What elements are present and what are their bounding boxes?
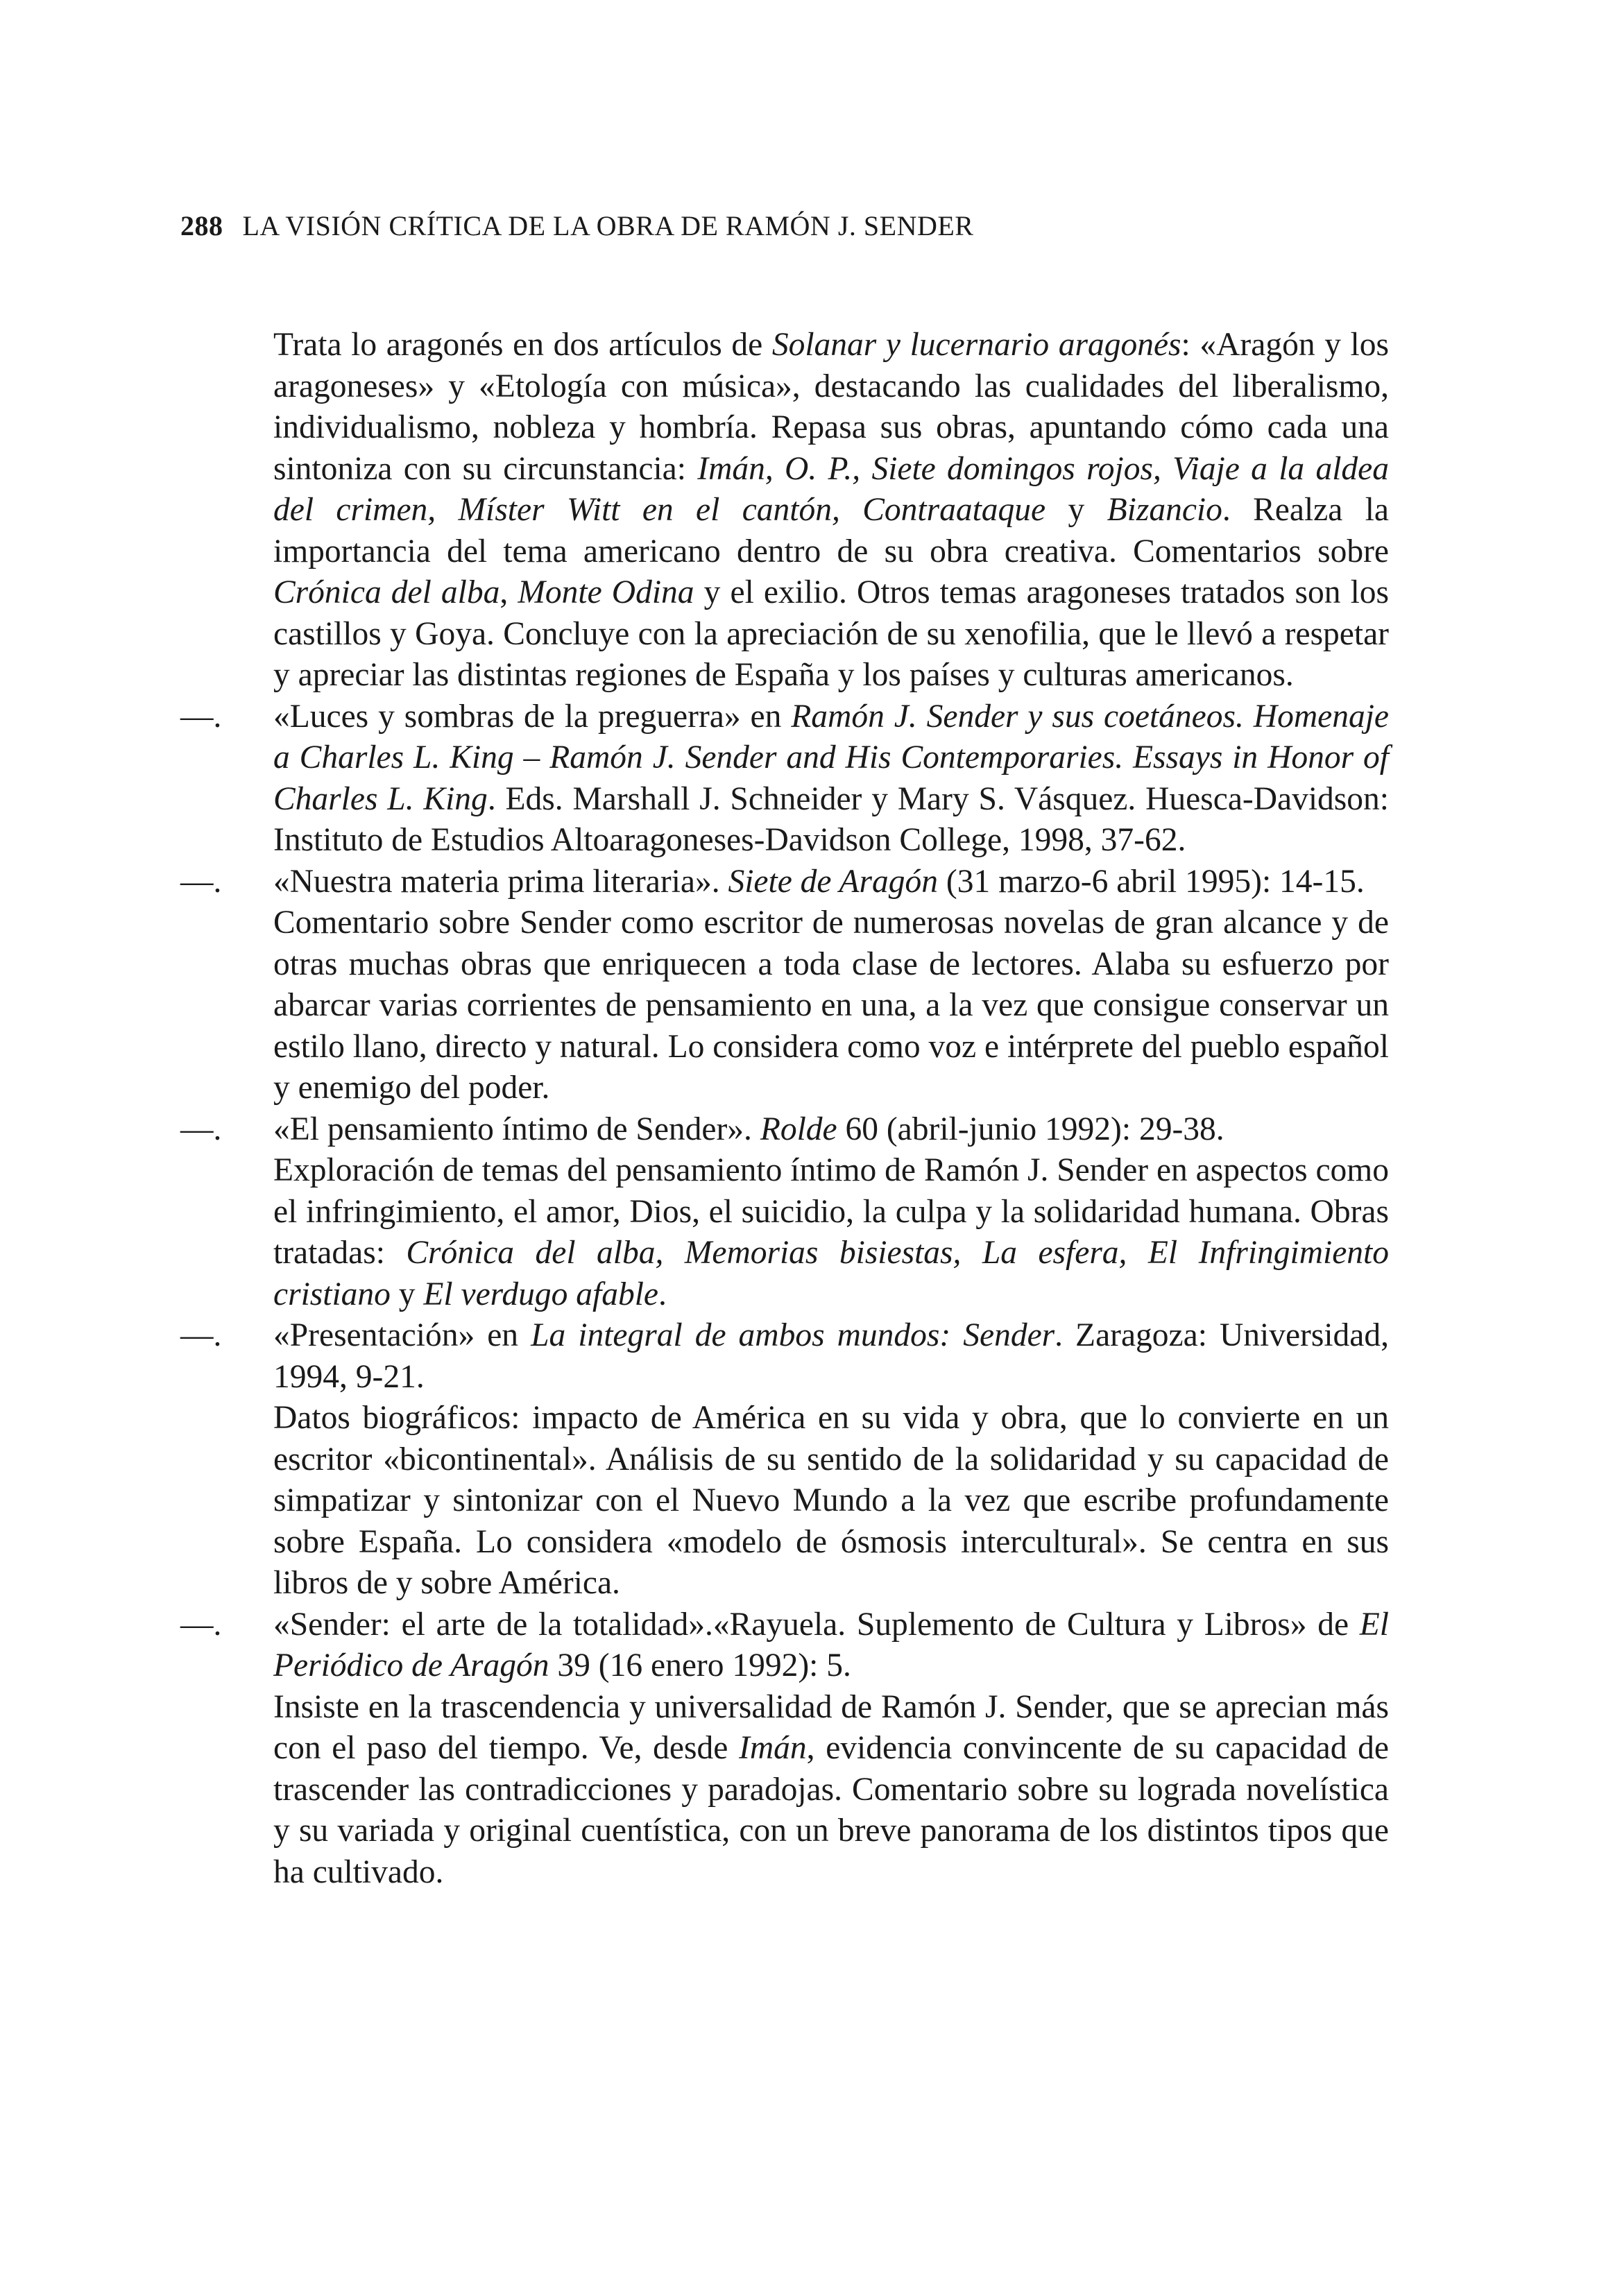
entry-dash: —. [180,1317,222,1353]
text-run: : «Aragón y los aragoneses» y «Etología con música», destacando las cualidades del liberalismo, individualismo, nobleza y hombría. Repasa sus obras, apuntando cómo cada una sintoniza con su circunstancia: [273,327,1389,487]
entry-dash: —. [180,1111,222,1147]
annotation-paragraph [180,1150,1389,1315]
title-italic: El verdugo afable [423,1276,658,1312]
text-run: (31 marzo-6 abril 1995): 14-15. [938,863,1365,900]
bibliography-entry [180,696,1389,862]
text-run: y el exilio. Otros temas aragoneses tratados son los castillos y Goya. Concluye con la apreciación de su xenofilia, que le llevó a respetar y apreciar las distintas regiones de España y los países y culturas americanos. [273,574,1390,693]
text-run: y [390,1276,424,1312]
title-italic: Crónica del alba [273,574,500,610]
bibliography-entry [180,1109,1389,1151]
title-italic: Bizancio [1107,492,1222,528]
annotation-paragraph [180,325,1389,696]
text-run: . Eds. Marshall J. Schneider y Mary S. Vásquez. Huesca-Davidson: Instituto de Estudios Altoaragoneses-Davidson College, 1998, 37-62. [273,780,1389,858]
title-italic: Solanar y lucernario aragonés [771,327,1181,363]
text-run: . Zaragoza: Universidad, 1994, 9-21. [273,1317,1389,1395]
title-italic: Imán [739,1730,807,1766]
page-body [180,325,1389,1893]
entry-dash: —. [180,698,222,735]
title-italic: La integral de ambos mundos: Sender [531,1317,1055,1353]
title-italic: El Periódico de Aragón [273,1606,1389,1684]
annotation-paragraph: Datos biográficos: impacto de América en su vida y obra, que lo convierte en un escritor «bicontinental». Análisis de su sentido de la solidaridad y su capacidad de simpatizar y sintonizar con el Nuevo Mundo a la vez que escribe profundamente sobre España. Lo considera «modelo de ósmosis intercultural». Se centra en sus libros de y sobre América. [273,1400,1389,1601]
title-italic: Rolde [760,1111,837,1147]
text-run: , [500,574,518,610]
title-italic: Crónica del alba, Memorias bisiestas, La esfera, El Infringimiento cristiano [273,1235,1389,1312]
text-run: «El pensamiento íntimo de Sender». [273,1111,760,1147]
bibliography-entry [180,1604,1389,1687]
entry-dash: —. [180,863,222,900]
text-run: «Luces y sombras de la preguerra» en [273,698,792,735]
text-run: Insiste en la trascendencia y universalidad de Ramón J. Sender, que se aprecian más con el paso del tiempo. Ve, desde [273,1688,1389,1766]
title-italic: Imán, O. P., Siete domingos rojos, Viaje a la aldea del crimen, Míster Witt en el cantón, Contraataque [273,450,1389,528]
title-italic: Monte Odina [518,574,694,610]
text-run: «Sender: el arte de la totalidad».«Rayuela. Suplemento de Cultura y Libros» de [273,1606,1360,1643]
title-italic: Ramón J. Sender y sus coetáneos. Homenaje a Charles L. King – Ramón J. Sender and His Contemporaries. Essays in Honor of Charles L. King [273,698,1389,817]
text-run: . Realza la importancia del tema americano dentro de su obra creativa. Comentarios sobre [273,492,1389,569]
text-run: Exploración de temas del pensamiento íntimo de Ramón J. Sender en aspectos como el infringimiento, el amor, Dios, el suicidio, la culpa y la solidaridad humana. Obras tratadas: [273,1152,1389,1271]
text-run: «Nuestra materia prima literaria». [273,863,728,900]
bibliography-entry [180,1315,1389,1398]
title-italic: Siete de Aragón [728,863,939,900]
bibliography-entry [180,862,1389,903]
entry-dash: —. [180,1606,222,1643]
text-run: Trata lo aragonés en dos artículos de [273,327,772,363]
text-run: , evidencia convincente de su capacidad de trascender las contradicciones y paradojas. Comentario sobre su lograda novelística y su variada y original cuentística, con un breve panorama de los distintos tipos que ha cultivado. [273,1730,1389,1890]
text-run: «Presentación» en [273,1317,531,1353]
text-run: 39 (16 enero 1992): 5. [549,1647,851,1684]
text-run: 60 (abril-junio 1992): 29-38. [837,1111,1224,1147]
text-run: y [1045,492,1107,528]
running-header [180,209,973,242]
page-number: 288 [180,210,223,241]
running-title: LA VISIÓN CRÍTICA DE LA OBRA DE RAMÓN J. SENDER [242,210,974,241]
annotation-paragraph: Comentario sobre Sender como escritor de numerosas novelas de gran alcance y de otras muchas obras que enriquecen a toda clase de lectores. Alaba su esfuerzo por abarcar varias corrientes de pensamiento en una, a la vez que consigue conservar un estilo llano, directo y natural. Lo considera como voz e intérprete del pueblo español y enemigo del poder. [273,905,1389,1106]
text-run: . [658,1276,667,1312]
annotation-paragraph [180,1687,1389,1894]
